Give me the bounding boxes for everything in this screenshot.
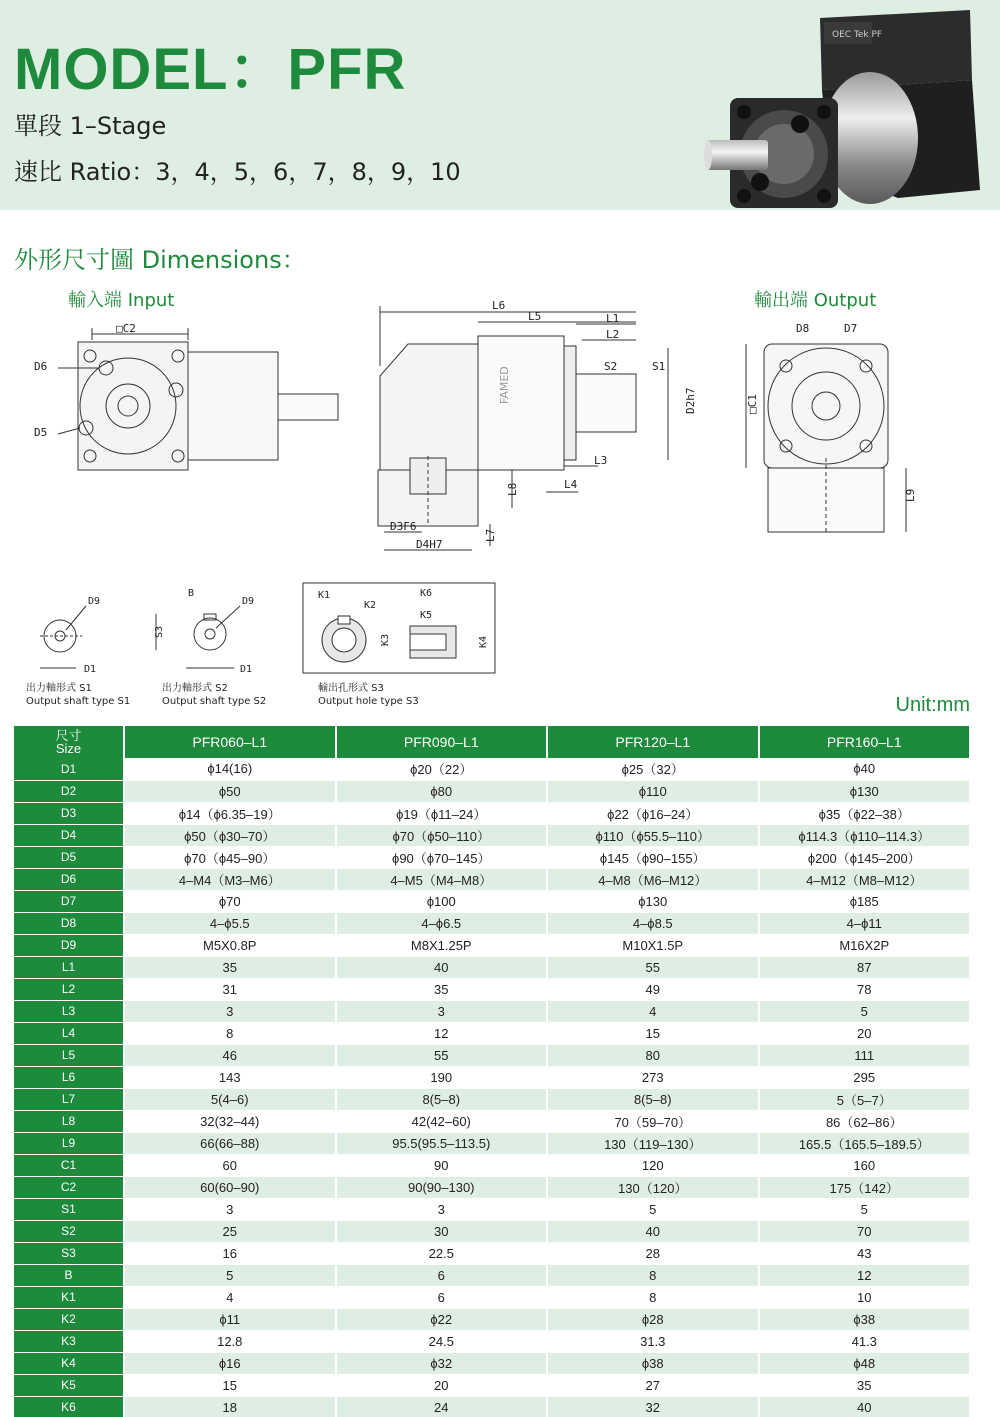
label-l8: L8 — [506, 482, 519, 496]
table-cell: 18 — [124, 1396, 336, 1417]
table-cell: 12.8 — [124, 1330, 336, 1352]
table-cell: ϕ20（22） — [336, 758, 548, 780]
table-cell: 15 — [547, 1022, 759, 1044]
table-cell: 8(5–8) — [336, 1088, 548, 1110]
table-cell: ϕ19（ϕ11–24） — [336, 802, 548, 824]
table-cell: 55 — [336, 1044, 548, 1066]
row-label: K3 — [14, 1330, 124, 1352]
hole-type-s3-drawing — [302, 582, 496, 674]
label-s2-b: B — [188, 588, 195, 599]
table-cell: ϕ200（ϕ145–200） — [759, 846, 971, 868]
table-cell: ϕ38 — [759, 1308, 971, 1330]
row-label: D3 — [14, 802, 124, 824]
label-s2-d9: D9 — [242, 596, 255, 607]
table-cell: 22.5 — [336, 1242, 548, 1264]
output-label: 輸出端 Output — [754, 290, 877, 311]
table-cell: 49 — [547, 978, 759, 1000]
table-cell: ϕ50（ϕ30–70） — [124, 824, 336, 846]
table-cell: 5(4–6) — [124, 1088, 336, 1110]
table-cell: ϕ90（ϕ70–145） — [336, 846, 548, 868]
table-row — [14, 1066, 970, 1088]
table-row — [14, 802, 970, 824]
hole-s3-caption-cn: 輸出孔形式 S3 — [318, 683, 384, 694]
row-label: D7 — [14, 890, 124, 912]
table-cell: 20 — [336, 1374, 548, 1396]
shaft-s2-caption — [162, 682, 266, 708]
label-k4: K4 — [478, 635, 489, 648]
size-header-en: Size — [55, 741, 82, 756]
table-cell: 5（5–7） — [759, 1088, 971, 1110]
row-label: L8 — [14, 1110, 124, 1132]
column-header: PFR160–L1 — [759, 726, 971, 758]
table-row — [14, 1132, 970, 1154]
header-band — [0, 0, 1000, 210]
stage-label: 單段 1–Stage — [14, 112, 167, 140]
table-row — [14, 890, 970, 912]
table-row — [14, 1088, 970, 1110]
table-cell: 8(5–8) — [547, 1088, 759, 1110]
row-label: D9 — [14, 934, 124, 956]
model-title: MODEL：PFR — [14, 37, 407, 102]
row-label: L1 — [14, 956, 124, 978]
label-d8: D8 — [796, 322, 810, 335]
table-row — [14, 868, 970, 890]
label-d7: D7 — [844, 322, 858, 335]
table-cell: 4–ϕ8.5 — [547, 912, 759, 934]
label-l3: L3 — [594, 454, 608, 467]
table-cell: ϕ70（ϕ45–90） — [124, 846, 336, 868]
row-label: D4 — [14, 824, 124, 846]
label-d5: D5 — [34, 426, 48, 439]
table-cell: 4–M8（M6–M12） — [547, 868, 759, 890]
table-row — [14, 1308, 970, 1330]
table-cell: ϕ130 — [759, 780, 971, 802]
size-header — [14, 726, 124, 758]
label-k3: K3 — [380, 633, 391, 646]
table-cell: 273 — [547, 1066, 759, 1088]
table-cell: 4–ϕ5.5 — [124, 912, 336, 934]
table-cell: 31.3 — [547, 1330, 759, 1352]
table-cell: ϕ50 — [124, 780, 336, 802]
table-cell: 42(42–60) — [336, 1110, 548, 1132]
table-cell: 3 — [336, 1000, 548, 1022]
table-cell: 12 — [336, 1022, 548, 1044]
table-cell: ϕ110（ϕ55.5–110） — [547, 824, 759, 846]
shaft-s2-caption-cn: 出力軸形式 S2 — [162, 683, 228, 694]
spec-table-body — [14, 758, 970, 1417]
table-cell: 4–ϕ11 — [759, 912, 971, 934]
table-cell: 160 — [759, 1154, 971, 1176]
row-label: K4 — [14, 1352, 124, 1374]
table-row — [14, 1396, 970, 1417]
table-row — [14, 1022, 970, 1044]
label-d6: D6 — [34, 360, 48, 373]
table-cell: 3 — [336, 1198, 548, 1220]
hole-s3-caption — [318, 682, 419, 708]
table-cell: 8 — [547, 1264, 759, 1286]
size-header-cn: 尺寸 — [55, 728, 82, 743]
table-cell: ϕ130 — [547, 890, 759, 912]
table-row — [14, 934, 970, 956]
table-row — [14, 1352, 970, 1374]
table-row — [14, 912, 970, 934]
label-l4: L4 — [564, 478, 578, 491]
table-cell: ϕ185 — [759, 890, 971, 912]
table-cell: ϕ40 — [759, 758, 971, 780]
table-cell: M10X1.5P — [547, 934, 759, 956]
side-brand-mark: FAMED — [498, 366, 511, 404]
row-label: L2 — [14, 978, 124, 1000]
table-row — [14, 1154, 970, 1176]
shaft-s1-caption-en: Output shaft type S1 — [26, 696, 131, 707]
hole-s3-caption-en: Output hole type S3 — [318, 696, 419, 707]
table-cell: ϕ32 — [336, 1352, 548, 1374]
shaft-s1-caption — [26, 682, 130, 708]
table-row — [14, 1110, 970, 1132]
table-cell: 40 — [547, 1220, 759, 1242]
table-cell: 3 — [124, 1000, 336, 1022]
row-label: B — [14, 1264, 124, 1286]
table-cell: 30 — [336, 1220, 548, 1242]
table-cell: ϕ28 — [547, 1308, 759, 1330]
table-cell: M16X2P — [759, 934, 971, 956]
label-s2-s3: S3 — [154, 625, 165, 638]
label-s2-d1: D1 — [240, 664, 253, 675]
table-cell: 111 — [759, 1044, 971, 1066]
row-label: K5 — [14, 1374, 124, 1396]
table-cell: 4–ϕ6.5 — [336, 912, 548, 934]
label-s1-d9: D9 — [88, 596, 101, 607]
label-s1: S1 — [652, 360, 666, 373]
table-cell: 8 — [547, 1286, 759, 1308]
table-cell: ϕ11 — [124, 1308, 336, 1330]
row-label: D6 — [14, 868, 124, 890]
label-l2: L2 — [606, 328, 620, 341]
shaft-s1-caption-cn: 出力軸形式 S1 — [26, 683, 92, 694]
label-l6: L6 — [492, 299, 506, 312]
label-l1: L1 — [606, 312, 620, 325]
table-cell: ϕ22 — [336, 1308, 548, 1330]
table-cell: 70 — [759, 1220, 971, 1242]
label-k2: K2 — [364, 600, 377, 611]
table-cell: 16 — [124, 1242, 336, 1264]
row-label: C1 — [14, 1154, 124, 1176]
side-view-drawing — [368, 296, 708, 556]
gearbox-product-photo — [700, 4, 990, 210]
svg-text:OEC Tek PF: OEC Tek PF — [832, 30, 883, 40]
spec-table-header-row — [14, 726, 970, 758]
table-cell: ϕ35（ϕ22–38） — [759, 802, 971, 824]
label-c1: □C1 — [746, 394, 759, 414]
table-cell: ϕ70 — [124, 890, 336, 912]
table-cell: ϕ14(16) — [124, 758, 336, 780]
table-cell: 78 — [759, 978, 971, 1000]
table-cell: 95.5(95.5–113.5) — [336, 1132, 548, 1154]
table-row — [14, 758, 970, 780]
row-label: L5 — [14, 1044, 124, 1066]
table-cell: 40 — [759, 1396, 971, 1417]
table-cell: 130（120） — [547, 1176, 759, 1198]
table-cell: 6 — [336, 1264, 548, 1286]
shaft-type-s1-drawing — [26, 588, 136, 683]
table-cell: 295 — [759, 1066, 971, 1088]
label-d2: D2h7 — [684, 387, 697, 414]
table-cell: 60 — [124, 1154, 336, 1176]
table-cell: 35 — [336, 978, 548, 1000]
table-cell: 46 — [124, 1044, 336, 1066]
table-cell: ϕ145（ϕ90–155） — [547, 846, 759, 868]
table-row — [14, 1000, 970, 1022]
table-cell: ϕ80 — [336, 780, 548, 802]
table-cell: 24 — [336, 1396, 548, 1417]
table-cell: 25 — [124, 1220, 336, 1242]
table-row — [14, 780, 970, 802]
table-row — [14, 1242, 970, 1264]
table-row — [14, 1286, 970, 1308]
table-row — [14, 1374, 970, 1396]
table-cell: ϕ110 — [547, 780, 759, 802]
table-cell: 35 — [124, 956, 336, 978]
table-cell: ϕ38 — [547, 1352, 759, 1374]
table-cell: 20 — [759, 1022, 971, 1044]
table-cell: 31 — [124, 978, 336, 1000]
label-l5: L5 — [528, 310, 542, 323]
row-label: L6 — [14, 1066, 124, 1088]
table-cell: 35 — [759, 1374, 971, 1396]
label-s2: S2 — [604, 360, 618, 373]
table-cell: 40 — [336, 956, 548, 978]
row-label: S3 — [14, 1242, 124, 1264]
table-row — [14, 1044, 970, 1066]
label-d3: D3F6 — [390, 520, 417, 533]
table-cell: 32(32–44) — [124, 1110, 336, 1132]
table-row — [14, 1330, 970, 1352]
table-cell: 24.5 — [336, 1330, 548, 1352]
table-cell: ϕ22（ϕ16–24） — [547, 802, 759, 824]
table-cell: ϕ25（32） — [547, 758, 759, 780]
output-end-drawing — [738, 318, 938, 538]
table-cell: 66(66–88) — [124, 1132, 336, 1154]
table-row — [14, 1220, 970, 1242]
table-cell: 165.5（165.5–189.5） — [759, 1132, 971, 1154]
table-cell: 28 — [547, 1242, 759, 1264]
table-cell: 190 — [336, 1066, 548, 1088]
table-cell: 12 — [759, 1264, 971, 1286]
column-header: PFR120–L1 — [547, 726, 759, 758]
table-cell: 3 — [124, 1198, 336, 1220]
table-cell: 120 — [547, 1154, 759, 1176]
table-cell: 86（62–86） — [759, 1110, 971, 1132]
label-k6: K6 — [420, 588, 433, 599]
table-cell: 175（142） — [759, 1176, 971, 1198]
row-label: L4 — [14, 1022, 124, 1044]
table-row — [14, 1176, 970, 1198]
row-label: K2 — [14, 1308, 124, 1330]
table-cell: 5 — [547, 1198, 759, 1220]
row-label: S2 — [14, 1220, 124, 1242]
table-cell: M5X0.8P — [124, 934, 336, 956]
table-cell: 5 — [759, 1000, 971, 1022]
table-cell: 60(60–90) — [124, 1176, 336, 1198]
row-label: L7 — [14, 1088, 124, 1110]
table-cell: 90(90–130) — [336, 1176, 548, 1198]
table-row — [14, 978, 970, 1000]
row-label: D5 — [14, 846, 124, 868]
row-label: L3 — [14, 1000, 124, 1022]
table-cell: M8X1.25P — [336, 934, 548, 956]
table-cell: 80 — [547, 1044, 759, 1066]
input-label: 輸入端 Input — [68, 290, 175, 311]
ratio-label: 速比 Ratio：3，4，5，6，7，8，9，10 — [14, 158, 461, 186]
row-label: D8 — [14, 912, 124, 934]
table-cell: 90 — [336, 1154, 548, 1176]
dimensions-title: 外形尺寸圖 Dimensions： — [14, 246, 306, 274]
table-cell: 6 — [336, 1286, 548, 1308]
table-cell: 55 — [547, 956, 759, 978]
table-row — [14, 1264, 970, 1286]
table-cell: ϕ16 — [124, 1352, 336, 1374]
row-label: D2 — [14, 780, 124, 802]
table-row — [14, 1198, 970, 1220]
table-cell: ϕ114.3（ϕ110–114.3） — [759, 824, 971, 846]
row-label: D1 — [14, 758, 124, 780]
row-label: S1 — [14, 1198, 124, 1220]
row-label: C2 — [14, 1176, 124, 1198]
table-cell: 130（119–130） — [547, 1132, 759, 1154]
table-cell: 27 — [547, 1374, 759, 1396]
label-d4: D4H7 — [416, 538, 443, 551]
table-cell: ϕ14（ϕ6.35–19） — [124, 802, 336, 824]
table-row — [14, 956, 970, 978]
column-header: PFR090–L1 — [336, 726, 548, 758]
table-row — [14, 846, 970, 868]
table-cell: 87 — [759, 956, 971, 978]
label-l7: L7 — [484, 528, 497, 542]
column-header: PFR060–L1 — [124, 726, 336, 758]
table-cell: 10 — [759, 1286, 971, 1308]
table-cell: 15 — [124, 1374, 336, 1396]
shaft-s2-caption-en: Output shaft type S2 — [162, 696, 267, 707]
table-cell: 143 — [124, 1066, 336, 1088]
table-cell: 4 — [547, 1000, 759, 1022]
input-end-drawing — [28, 318, 358, 488]
table-cell: 43 — [759, 1242, 971, 1264]
label-l9: L9 — [904, 488, 917, 502]
label-s1-d1: D1 — [84, 664, 97, 675]
table-cell: 70（59–70） — [547, 1110, 759, 1132]
spec-table — [14, 726, 971, 1417]
table-cell: 4–M4（M3–M6） — [124, 868, 336, 890]
table-cell: 4–M12（M8–M12） — [759, 868, 971, 890]
table-cell: 41.3 — [759, 1330, 971, 1352]
label-k5: K5 — [420, 610, 433, 621]
label-k1: K1 — [318, 590, 331, 601]
shaft-type-s2-drawing — [146, 584, 276, 683]
table-cell: 5 — [759, 1198, 971, 1220]
table-cell: 5 — [124, 1264, 336, 1286]
table-cell: ϕ100 — [336, 890, 548, 912]
table-cell: 32 — [547, 1396, 759, 1417]
row-label: K6 — [14, 1396, 124, 1417]
table-cell: ϕ70（ϕ50–110） — [336, 824, 548, 846]
table-cell: ϕ48 — [759, 1352, 971, 1374]
table-cell: 8 — [124, 1022, 336, 1044]
row-label: L9 — [14, 1132, 124, 1154]
unit-label: Unit:mm — [895, 694, 970, 716]
label-c2: □C2 — [116, 322, 136, 335]
table-cell: 4–M5（M4–M8） — [336, 868, 548, 890]
row-label: K1 — [14, 1286, 124, 1308]
table-row — [14, 824, 970, 846]
table-cell: 4 — [124, 1286, 336, 1308]
